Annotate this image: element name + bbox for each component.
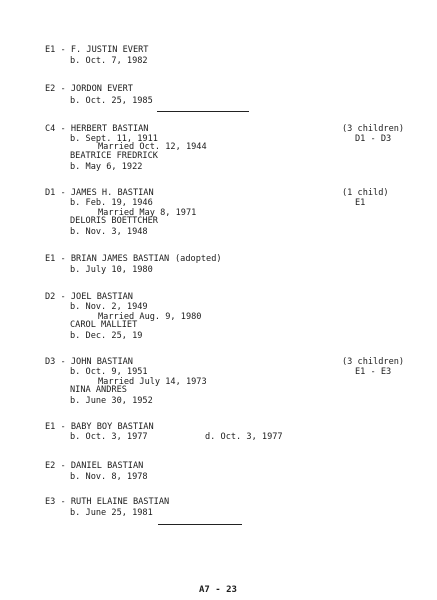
entry-header <box>45 188 154 198</box>
entry-header <box>45 124 148 134</box>
birth-date: b. Nov. 8, 1978 <box>70 472 148 482</box>
spouse-birth-date: b. Nov. 3, 1948 <box>70 227 148 237</box>
birth-date: b. Nov. 2, 1949 <box>70 302 148 312</box>
children-count: (1 child) <box>342 188 389 198</box>
spouse-birth-date: b. May 6, 1922 <box>70 162 143 172</box>
entry-name: JOEL BASTIAN <box>70 292 133 302</box>
marriage-date: Married Oct. 12, 1944 <box>98 142 207 152</box>
spouse-birth-date: b. June 30, 1952 <box>70 396 153 406</box>
marriage-date: Married Aug. 9, 1980 <box>98 312 202 322</box>
entry-code: E2 - <box>45 461 71 471</box>
entry-code: D1 - <box>45 188 71 198</box>
entry-code: E3 - <box>45 497 71 507</box>
birth-date: b. June 25, 1981 <box>70 508 153 518</box>
death-date: d. Oct. 3, 1977 <box>205 432 283 442</box>
entry-header <box>45 497 169 507</box>
spouse-name: BEATRICE FREDRICK <box>70 151 158 161</box>
entry-header <box>45 422 154 432</box>
entry-name: BRIAN JAMES BASTIAN <box>70 254 170 264</box>
birth-date: b. Feb. 19, 1946 <box>70 198 153 208</box>
entry-header <box>45 292 133 302</box>
entry-name: RUTH ELAINE BASTIAN <box>70 497 170 507</box>
spouse-birth-date: b. Dec. 25, 19 <box>70 331 143 341</box>
page-number: A7 - 23 <box>199 585 237 595</box>
spouse-name: NINA ANDRES <box>70 385 127 395</box>
entry-name: JORDON EVERT <box>70 84 133 94</box>
birth-date: b. Oct. 25, 1985 <box>70 96 153 106</box>
entry-name: F. JUSTIN EVERT <box>70 45 149 55</box>
birth-date: b. Oct. 7, 1982 <box>70 56 148 66</box>
marriage-date: Married May 8, 1971 <box>98 208 197 218</box>
entry-header <box>45 254 169 264</box>
entry-code: E2 - <box>45 84 71 94</box>
adoption-note: (adopted) <box>175 254 222 264</box>
birth-date: b. July 10, 1980 <box>70 265 153 275</box>
entry-code: E1 - <box>45 45 71 55</box>
entry-name: HERBERT BASTIAN <box>70 124 149 134</box>
birth-date: b. Oct. 9, 1951 <box>70 367 148 377</box>
children-count: (3 children) <box>342 357 405 367</box>
entry-name: JOHN BASTIAN <box>70 357 133 367</box>
children-range: D1 - D3 <box>355 134 392 144</box>
entry-header <box>45 357 133 367</box>
section-divider <box>157 111 249 112</box>
entry-code: E1 - <box>45 254 71 264</box>
entry-header <box>45 461 143 471</box>
entry-name: DANIEL BASTIAN <box>70 461 144 471</box>
children-range: E1 - E3 <box>355 367 392 377</box>
birth-date: b. Oct. 3, 1977 <box>70 432 148 442</box>
entry-header <box>45 84 133 94</box>
children-range: E1 <box>355 198 366 208</box>
spouse-name: CAROL MALLIET <box>70 320 138 330</box>
birth-date: b. Sept. 11, 1911 <box>70 134 158 144</box>
section-divider <box>158 524 242 525</box>
entry-header <box>45 45 148 55</box>
entry-code: C4 - <box>45 124 71 134</box>
entry-code: E1 - <box>45 422 71 432</box>
marriage-date: Married July 14, 1973 <box>98 377 207 387</box>
entry-name: BABY BOY BASTIAN <box>70 422 154 432</box>
entry-code: D2 - <box>45 292 71 302</box>
children-count: (3 children) <box>342 124 405 134</box>
entry-code: D3 - <box>45 357 71 367</box>
entry-name: JAMES H. BASTIAN <box>70 188 154 198</box>
spouse-name: DELORIS BOETTCHER <box>70 216 158 226</box>
